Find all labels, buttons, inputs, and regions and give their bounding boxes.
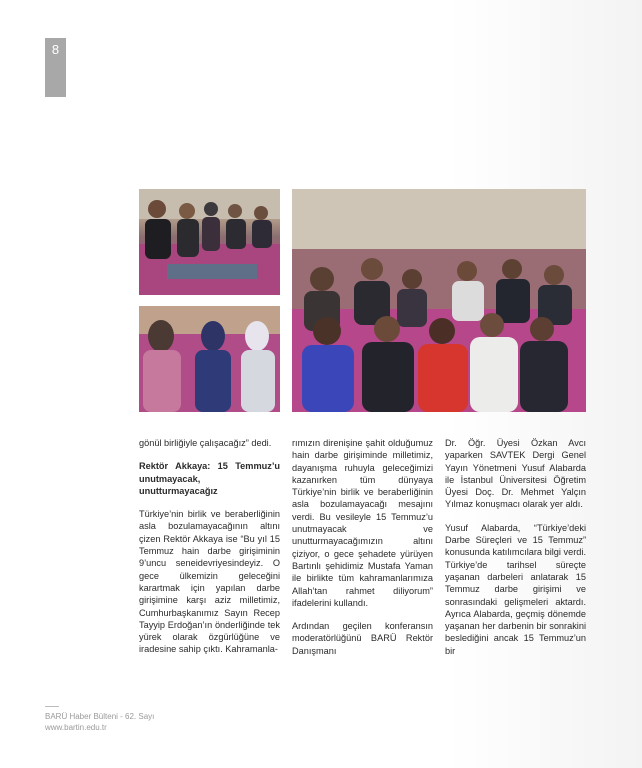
paragraph: Dr. Öğr. Üyesi Özkan Avcı yaparken SAVTEK Dergi Genel Yayın Yönetmeni Yusuf Alabarda ile İstanbul Üniversitesi Öğretim Üyesi Doç. Dr. Mehmet Yalçın Yılmaz konuşmacı olarak yer aldı. [445, 438, 586, 510]
paragraph: Yusuf Alabarda, “Türkiye’deki Darbe Süreçleri ve 15 Temmuz” konusunda katılımcılara bilgi verdi. Türkiye’de tarihsel süreçte yaşanan darbeleri anlatarak 15 Temmuz darbe girişimi ve sonrasındaki gelişmeleri aktardı. Ayrıca Alabarda, geçmiş dönemde yaşanan her darbenin bir sonrakini beslediğini ancak 15 Temmuz’un bir [445, 522, 586, 656]
footer-rule [45, 706, 59, 707]
photo-illustration-3 [292, 189, 586, 412]
page-footer [45, 706, 154, 733]
article-column-3 [445, 437, 586, 668]
paragraph: Türkiye’nin birlik ve beraberliğinin asla bozulamayacağının altını çizen Rektör Akkaya ise “Bu yıl 15 Temmuz hain darbe girişiminin 9’uncu seneidevriyesindeyiz. O gece ülkemizin geleceğini karartmak için yapılan darbe girişimine karşı aziz milletimiz, Cumhurbaşkanımız Sayın Recep Tayyip Erdoğan’ın önderliğinde tek yürek olarak özgürlüğüne ve iradesine sahip çıktı. Kahramanla- [139, 509, 280, 655]
article-column-2 [292, 437, 433, 668]
paragraph: gönül birliğiyle çalışacağız” dedi. [139, 438, 272, 448]
photo-audience-bottom-left [139, 306, 280, 412]
section-heading: Rektör Akkaya: 15 Temmuz’u unutmayacak, unutturmayacağız [139, 461, 280, 496]
photo-illustration-2 [139, 306, 280, 412]
paragraph: rımızın direnişine şahit olduğumuz hain darbe girişiminde milletimiz, dayanışma ruhuyla geleceğimizi kazanırken tüm dünyaya Türkiye’nin birlik ve beraberliğinin asla bozulamayacağı mesajını verdi. Bu vesileyle 15 Temmuz’u unutmayacak ve unutturmayacağımızın altını çiziyor, o gece şehadete yürüyen Bartınlı şehidimiz Mustafa Yaman ile birlikte tüm kahramanlarımıza Allah’tan rahmet diliyorum” ifadelerini kullandı. [292, 438, 433, 608]
paragraph: Ardından geçilen konferansın moderatörlüğünü BARÜ Rektör Danışmanı [292, 621, 433, 656]
photo-audience-top-left [139, 189, 280, 295]
article-column-1 [139, 437, 280, 667]
photo-illustration [139, 189, 280, 295]
page-number: 8 [45, 38, 66, 97]
photo-audience-large [292, 189, 586, 412]
footer-url: www.bartin.edu.tr [45, 723, 107, 732]
footer-publication: BARÜ Haber Bülteni - 62. Sayı [45, 712, 155, 721]
